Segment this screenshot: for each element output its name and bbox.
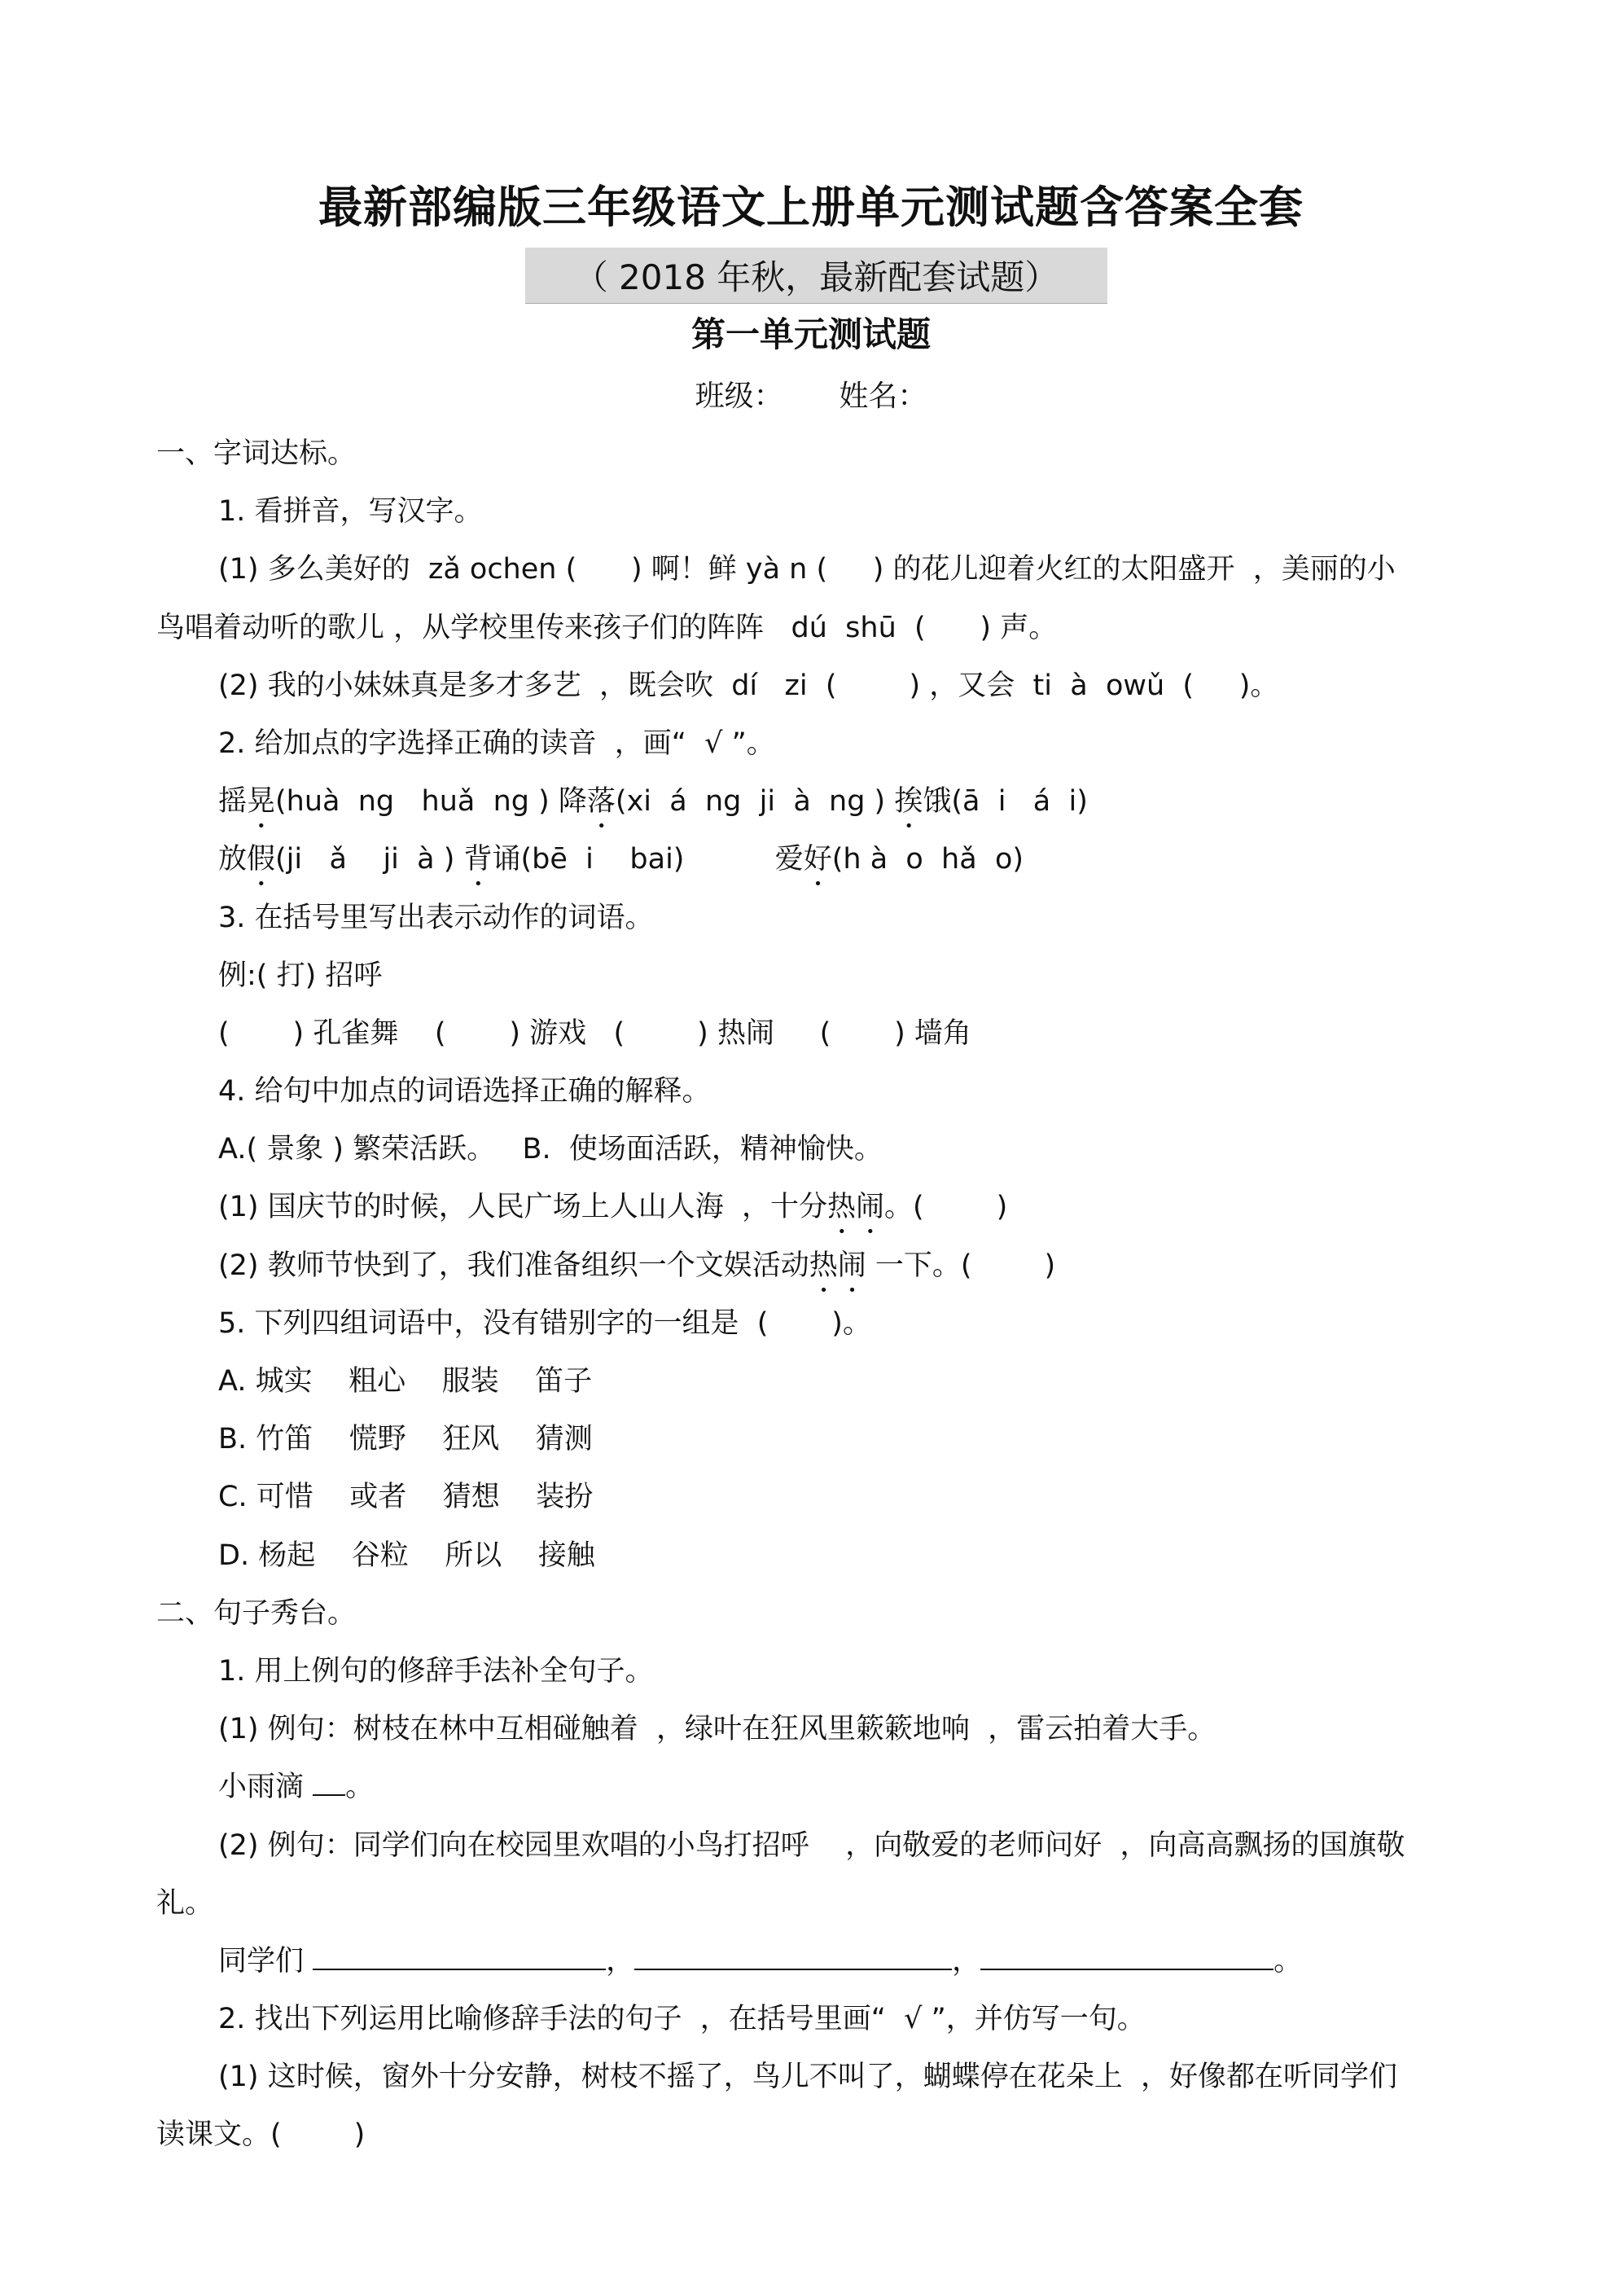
exam-body xyxy=(156,425,1475,2165)
exam-line xyxy=(156,657,1475,715)
line-text: 一、字词达标。 xyxy=(156,437,357,470)
exam-line xyxy=(156,1758,1475,1816)
exam-line xyxy=(156,1817,1475,1875)
exam-line xyxy=(156,1643,1475,1701)
line-text: 摇 xyxy=(218,785,248,819)
line-text: 一下。( ) xyxy=(866,1249,1056,1282)
line-text: 。 xyxy=(1273,1944,1303,1978)
line-text: (2) 教师节快到了，我们准备组织一个文娱活动 xyxy=(218,1249,809,1282)
exam-line xyxy=(156,1701,1475,1758)
line-text: 1. 看拼音，写汉字。 xyxy=(218,495,483,529)
exam-line xyxy=(156,425,1475,483)
exam-line xyxy=(156,1237,1475,1295)
exam-line xyxy=(156,1121,1475,1179)
line-text: 。( ) xyxy=(883,1191,1008,1224)
emphasized-text: 落 xyxy=(586,785,616,819)
answer-blank[interactable] xyxy=(313,1762,345,1796)
emphasized-text: 假 xyxy=(247,843,276,876)
exam-line xyxy=(156,2048,1475,2106)
line-text: 4. 给句中加点的词语选择正确的解释。 xyxy=(218,1075,711,1108)
line-text: 2. 给加点的字选择正确的读音 ，画“ √ ”。 xyxy=(218,727,775,760)
line-text: 例:( 打) 招呼 xyxy=(218,959,383,992)
line-text: 1. 用上例句的修辞手法补全句子。 xyxy=(218,1654,654,1688)
answer-blank[interactable] xyxy=(313,1936,606,1970)
class-name-line: 班级： 姓名： xyxy=(695,380,927,413)
emphasized-text: 热闹 xyxy=(826,1191,884,1224)
exam-line xyxy=(156,773,1475,831)
line-text: 5. 下列四组词语中，没有错别字的一组是 ( )。 xyxy=(218,1306,871,1340)
exam-line xyxy=(156,889,1475,947)
exam-line xyxy=(156,1295,1475,1353)
emphasized-text: 背 xyxy=(463,843,493,876)
line-text: (2) 例句：同学们向在校园里欢唱的小鸟打招呼 ，向敬爱的老师问好 ，向高高飘扬的国旗敬 xyxy=(218,1828,1405,1862)
exam-line xyxy=(156,483,1475,541)
line-text: (1) 例句：树枝在林中互相碰触着 ，绿叶在狂风里簌簌地响 ，雷云拍着大手。 xyxy=(218,1713,1216,1746)
line-text: ， xyxy=(952,1944,981,1978)
exam-line xyxy=(156,715,1475,773)
line-text: B. 竹笛 慌野 狂风 猜测 xyxy=(218,1423,593,1456)
exam-line xyxy=(156,1468,1475,1526)
line-text: 小雨滴 xyxy=(218,1771,313,1804)
line-text: (1) 这时候，窗外十分安静，树枝不摇了，鸟儿不叫了，蝴蝶停在花朵上 ，好像都在听同学们 xyxy=(218,2061,1397,2094)
answer-blank[interactable] xyxy=(980,1936,1273,1970)
exam-line xyxy=(156,1411,1475,1468)
line-text: C. 可惜 或者 猜想 装扮 xyxy=(218,1481,594,1514)
line-text: 放 xyxy=(218,843,248,876)
line-text: (h à o hǎ o) xyxy=(831,843,1024,876)
line-text: ， xyxy=(606,1944,635,1978)
exam-line xyxy=(156,831,1475,889)
emphasized-text: 挨 xyxy=(894,785,923,819)
emphasized-text: 热闹 xyxy=(809,1249,866,1282)
exam-line xyxy=(156,1179,1475,1236)
line-text: 鸟唱着动听的歌儿 ，从学校里传来孩子们的阵阵 dú shū ( ) 声。 xyxy=(156,611,1058,644)
exam-line xyxy=(156,1353,1475,1411)
emphasized-text: 好 xyxy=(803,843,832,876)
document-title: 最新部编版三年级语文上册单元测试题含答案全套 xyxy=(318,182,1304,233)
line-text: (huà ng huǎ ng ) 降 xyxy=(275,785,587,819)
line-text: 。 xyxy=(345,1771,375,1804)
line-text: A.( 景象 ) 繁荣活跃。 B. 使场面活跃，精神愉快。 xyxy=(218,1133,883,1166)
exam-line xyxy=(156,1527,1475,1585)
line-text: D. 杨起 谷粒 所以 接触 xyxy=(218,1539,595,1572)
exam-line xyxy=(156,2106,1475,2164)
exam-line xyxy=(156,599,1475,657)
unit-title: 第一单元测试题 xyxy=(690,314,931,354)
line-text: 礼。 xyxy=(156,1886,214,1920)
exam-line xyxy=(156,1585,1475,1643)
line-text: 诵(bē i bai) 爱 xyxy=(492,843,804,876)
line-text: (ji ǎ ji à ) xyxy=(275,843,464,876)
answer-blank[interactable] xyxy=(634,1936,952,1970)
exam-line xyxy=(156,1991,1475,2048)
exam-line xyxy=(156,541,1475,599)
exam-line xyxy=(156,1933,1475,1991)
emphasized-text: 晃 xyxy=(247,785,276,819)
exam-line xyxy=(156,1005,1475,1063)
line-text: (xi á ng ji à ng ) xyxy=(615,785,895,819)
line-text: 读课文。( ) xyxy=(156,2118,366,2152)
line-text: A. 城实 粗心 服装 笛子 xyxy=(218,1365,593,1398)
line-text: ( ) 孔雀舞 ( ) 游戏 ( ) 热闹 ( ) 墙角 xyxy=(218,1016,971,1050)
exam-line xyxy=(156,1063,1475,1121)
line-text: 3. 在括号里写出表示动作的词语。 xyxy=(218,901,654,934)
line-text: (1) 多么美好的 zǎ ochen ( ) 啊！鲜 yà n ( ) 的花儿迎着火红的太阳盛开 ，美丽的小 xyxy=(218,553,1396,586)
document-subtitle: （ 2018 年秋，最新配套试题） xyxy=(573,257,1059,297)
line-text: 同学们 xyxy=(218,1944,313,1978)
line-text: 二、句子秀台。 xyxy=(156,1596,357,1630)
exam-line xyxy=(156,1875,1475,1933)
exam-line xyxy=(156,947,1475,1005)
line-text: 2. 找出下列运用比喻修辞手法的句子 ，在括号里画“ √ ”，并仿写一句。 xyxy=(218,2003,1146,2036)
line-text: (2) 我的小妹妹真是多才多艺 ，既会吹 dí zi ( ) ，又会 ti à owǔ ( )。 xyxy=(218,669,1279,702)
line-text: 饿(ā i á i) xyxy=(923,785,1088,819)
line-text: (1) 国庆节的时候，人民广场上人山人海 ，十分 xyxy=(218,1191,827,1224)
